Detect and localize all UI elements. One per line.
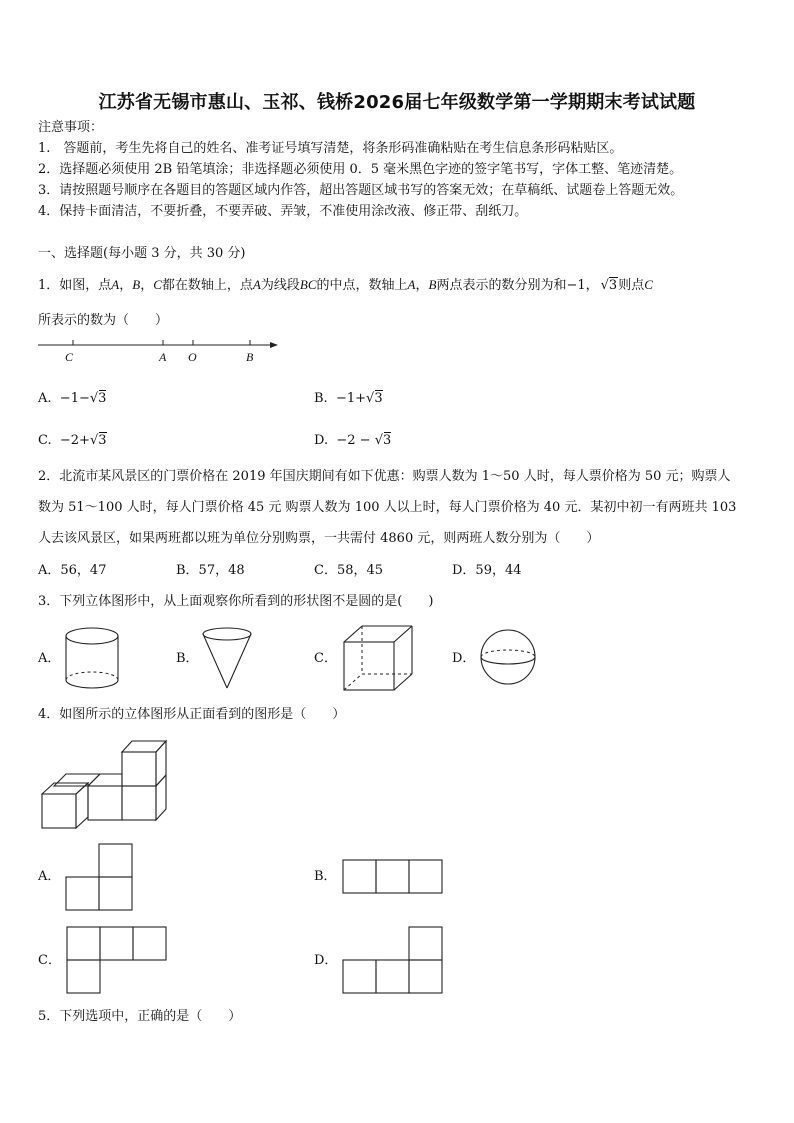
q1-option-d[interactable]: D. −2 − √3 xyxy=(314,433,392,448)
q4-stem: 4．如图所示的立体图形从正面看到的图形是（ ） xyxy=(38,707,346,722)
axis-label-a: A xyxy=(159,350,167,364)
q1-stem-line1: 1．如图，点A，B，C都在数轴上，点A为线段BC的中点，数轴上A，B两点表示的数分别为和−1， √3则点C xyxy=(38,277,653,293)
notice-item-2: 2．选择题必须使用 2B 铅笔填涂；非选择题必须使用 0．5 毫米黑色字迹的签字笔书写，字体工整、笔迹清楚。 xyxy=(38,162,683,177)
q2-option-a[interactable]: A．56，47 xyxy=(38,563,107,578)
axis-label-b: B xyxy=(246,350,254,364)
q2-option-c[interactable]: C．58，45 xyxy=(314,563,384,578)
notice-item-4: 4．保持卡面清洁，不要折叠，不要弄破、弄皱，不准使用涂改液、修正带、刮纸刀。 xyxy=(38,204,528,219)
cube-icon xyxy=(342,624,416,694)
q3-stem: 3．下列立体图形中，从上面观察你所看到的形状图不是圆的是( ) xyxy=(38,594,434,609)
q2-stem-line1: 2．北流市某风景区的门票价格在 2019 年国庆期间有如下优惠：购票人数为 1～50 人时，每人票价格为 50 元；购票人 xyxy=(38,469,731,484)
q5-stem: 5．下列选项中，正确的是（ ） xyxy=(38,1009,242,1024)
q4-option-a-label[interactable]: A． xyxy=(38,869,61,884)
q1-stem-line2: 所表示的数为（ ） xyxy=(38,313,169,328)
q1-option-b[interactable]: B. −1+√3 xyxy=(314,391,383,406)
q2-option-b[interactable]: B．57，48 xyxy=(176,563,245,578)
q3-option-b-label[interactable]: B． xyxy=(176,651,199,666)
q4-option-c-figure xyxy=(66,926,170,996)
q2-option-d[interactable]: D．59，44 xyxy=(452,563,522,578)
q2-stem-line2: 数为 51～100 人时，每人门票价格 45 元 购票人数为 100 人以上时，每人门票价格为 40 元．某初中初一有两班共 103 xyxy=(38,500,737,515)
q1-option-a[interactable]: A. −1−√3 xyxy=(38,391,107,406)
axis-label-c: C xyxy=(65,350,74,364)
q4-option-d-figure xyxy=(342,926,446,996)
q2-stem-line3: 人去该风景区，如果两班都以班为单位分别购票，一共需付 4860 元，则两班人数分别为（ ） xyxy=(38,531,600,546)
q4-option-b-label[interactable]: B． xyxy=(314,869,337,884)
axis-label-o: O xyxy=(188,350,197,364)
q3-option-c-label[interactable]: C． xyxy=(314,651,337,666)
q4-option-c-label[interactable]: C． xyxy=(38,953,61,968)
stacked-cubes-figure xyxy=(40,738,170,830)
cylinder-icon xyxy=(64,626,124,694)
q4-option-b-figure xyxy=(342,859,446,895)
q4-option-d-label[interactable]: D． xyxy=(314,953,338,968)
q3-option-d-label[interactable]: D． xyxy=(452,651,476,666)
notice-item-1: 1. 答题前，考生先将自己的姓名、准考证号填写清楚，将条形码准确粘贴在考生信息条形码粘贴区。 xyxy=(38,141,623,156)
sphere-icon xyxy=(479,628,539,688)
notice-heading: 注意事项： xyxy=(38,120,104,135)
section-heading: 一、选择题(每小题 3 分，共 30 分) xyxy=(38,246,246,261)
q4-option-a-figure xyxy=(66,843,136,913)
notice-item-3: 3．请按照题号顺序在各题目的答题区域内作答，超出答题区域书写的答案无效；在草稿纸、试题卷上答题无效。 xyxy=(38,183,684,198)
page-title: 江苏省无锡市惠山、玉祁、钱桥2026届七年级数学第一学期期末考试试题 xyxy=(98,92,696,113)
sqrt3-radical: √3 xyxy=(600,278,618,293)
q1-option-c[interactable]: C. −2+√3 xyxy=(38,433,107,448)
q3-option-a-label[interactable]: A． xyxy=(38,651,61,666)
cone-icon xyxy=(201,626,257,692)
